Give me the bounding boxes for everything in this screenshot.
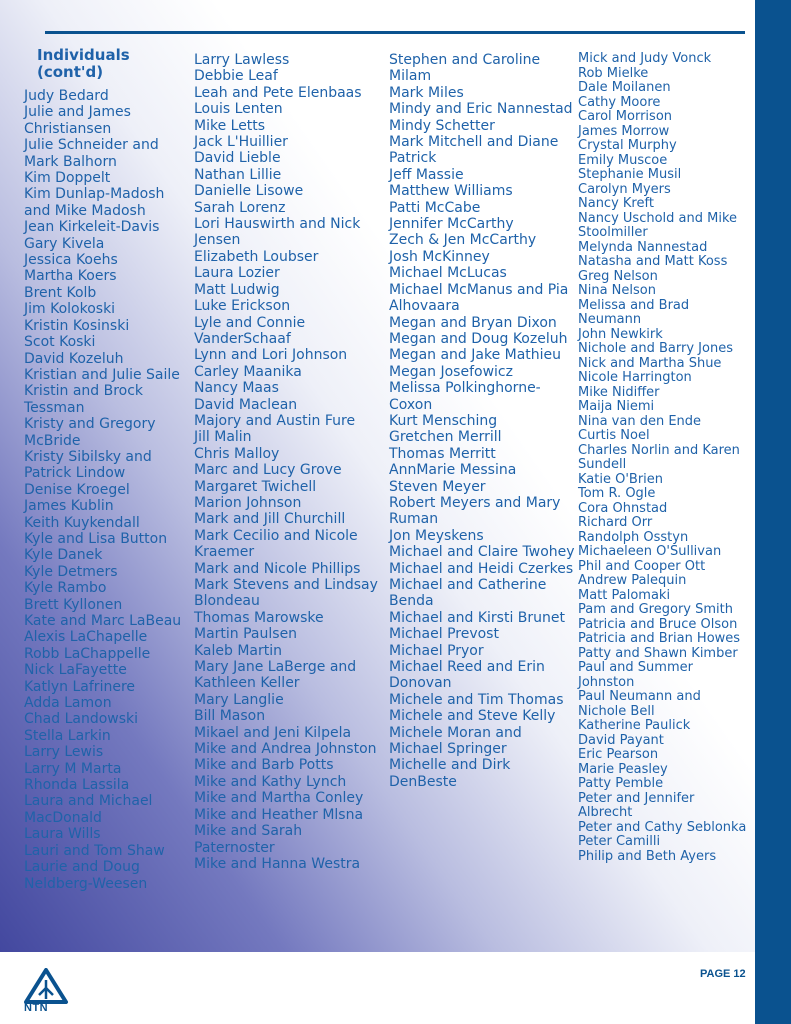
- donor-name: Katlyn Lafrinere: [24, 678, 136, 695]
- donor-name: Martin Paulsen: [194, 626, 298, 643]
- donor-name: Adda Lamon: [24, 695, 112, 712]
- donor-name: Jean Kirkeleit-Davis: [24, 219, 160, 236]
- donor-name: Mike Nidiffer: [578, 384, 660, 400]
- donor-name: Jill Malin: [194, 429, 252, 446]
- donor-name: Mike and Andrea Johnston: [194, 741, 377, 758]
- donor-name: Matt Palomaki: [578, 587, 671, 603]
- donor-name: Kristy Sibilsky and Patrick Lindow: [24, 448, 152, 482]
- donor-name: Margaret Twichell: [194, 478, 317, 495]
- donor-name: Charles Norlin and Karen Sundell: [578, 442, 740, 472]
- donor-name: Nancy Kreft: [578, 196, 654, 211]
- donor-name: Peter and Cathy Seblonka: [578, 819, 747, 835]
- donor-name: Jack L'Huillier: [194, 134, 288, 151]
- donor-name: Melissa and Brad Neumann: [578, 297, 690, 327]
- donor-name: Jessica Koehs: [24, 252, 118, 269]
- donor-name: Thomas Marowske: [194, 609, 324, 626]
- donor-name: Eric Pearson: [578, 747, 659, 762]
- donor-name: Mike and Heather Mlsna: [194, 806, 364, 823]
- donor-name: Kaleb Martin: [194, 642, 283, 659]
- donor-name: Martha Koers: [24, 268, 117, 285]
- donor-name: Stephanie Musil: [578, 167, 682, 182]
- donor-name: Denise Kroegel: [24, 481, 130, 498]
- donor-name: Steven Meyer: [389, 478, 486, 495]
- donor-name: Mark and Jill Churchill: [194, 511, 346, 528]
- donor-name: Chad Landowski: [24, 711, 139, 728]
- donor-name: Katie O'Brien: [578, 471, 664, 487]
- donor-name: Debbie Leaf: [194, 68, 278, 85]
- donor-name: Mike and Martha Conley: [194, 790, 364, 807]
- donor-name: James Kublin: [24, 498, 114, 515]
- donor-name: Nick LaFayette: [24, 662, 127, 679]
- donor-name: Larry M Marta: [24, 760, 122, 777]
- donor-name: Josh McKinney: [389, 248, 490, 265]
- names-column-3: [389, 52, 575, 790]
- donor-name: Mike and Hanna Westra: [194, 855, 361, 872]
- donor-name: Rob Mielke: [578, 65, 649, 81]
- page-number: PAGE 12: [700, 968, 746, 980]
- donor-name: Peter Camilli: [578, 834, 661, 849]
- donor-name: Chris Malloy: [194, 445, 280, 462]
- donor-name: Nick and Martha Shue: [578, 355, 722, 371]
- donor-name: Richard Orr: [578, 515, 653, 530]
- donor-name: AnnMarie Messina: [389, 462, 517, 479]
- donor-name: Mindy and Eric Nannestad: [389, 101, 573, 118]
- donor-name: Kristin and Brock Tessman: [24, 383, 144, 416]
- donor-name: Andrew Palequin: [578, 573, 687, 588]
- donor-name: Jennifer McCarthy: [389, 216, 514, 233]
- donor-name: Mike and Kathy Lynch: [194, 773, 347, 790]
- donor-name: Mark Cecilio and Nicole Kraemer: [194, 527, 358, 561]
- donor-name: Lynn and Lori Johnson: [194, 347, 348, 364]
- donor-name: David Payant: [578, 732, 664, 748]
- donor-name: Brent Kolb: [24, 284, 97, 301]
- donor-name: Marc and Lucy Grove: [194, 462, 342, 479]
- donor-name: Michael Pryor: [389, 642, 484, 659]
- donor-name: Patty and Shawn Kimber: [578, 645, 738, 661]
- donor-name: Jon Meyskens: [389, 527, 484, 544]
- donor-name: Mark Mitchell and Diane Patrick: [389, 134, 559, 167]
- donor-name: Tom R. Ogle: [578, 486, 656, 501]
- donor-name: Patti McCabe: [389, 199, 481, 216]
- donor-name: Marie Peasley: [578, 761, 668, 777]
- donor-name: Leah and Pete Elenbaas: [194, 84, 362, 101]
- donor-name: Laura and Michael MacDonald: [24, 793, 153, 826]
- donor-name: Nancy Uschold and Mike Stoolmiller: [578, 210, 738, 240]
- donor-name: Nichole and Barry Jones: [578, 341, 733, 356]
- donor-name: Melynda Nannestad: [578, 239, 708, 255]
- donor-name: Lori Hauswirth and Nick Jensen: [194, 216, 361, 249]
- donor-name: Judy Bedard: [24, 88, 109, 104]
- donor-name: Elizabeth Loubser: [194, 248, 319, 265]
- donor-name: Gary Kivela: [24, 235, 105, 252]
- donor-name: Peter and Jennifer Albrecht: [578, 790, 695, 820]
- donor-name: Mark Stevens and Lindsay Blondeau: [194, 577, 378, 610]
- donor-name: Michelle and Dirk DenBeste: [389, 757, 511, 790]
- names-column-1: [24, 88, 192, 892]
- donor-name: Mary Jane LaBerge and Kathleen Keller: [194, 659, 357, 692]
- donor-name: Mike Letts: [194, 117, 266, 134]
- donor-name: Nancy Maas: [194, 380, 279, 397]
- donor-name: Laurie and Doug Neldberg-Weesen: [24, 859, 148, 892]
- donor-name: Curtis Noel: [578, 428, 650, 443]
- donor-name: Mary Langlie: [194, 691, 284, 708]
- donor-name: Zech & Jen McCarthy: [389, 232, 537, 249]
- donor-name: Lauri and Tom Shaw: [24, 842, 165, 859]
- donor-name: Majory and Austin Fure: [194, 412, 356, 429]
- donor-name: Michele and Tim Thomas: [389, 691, 564, 708]
- donor-name: Greg Nelson: [578, 268, 658, 284]
- donor-name: Michele Moran and Michael Springer: [389, 724, 522, 758]
- donor-name: Stella Larkin: [24, 727, 111, 744]
- donor-name: Michael Prevost: [389, 626, 499, 643]
- donor-name: Michael and Catherine Benda: [389, 577, 547, 610]
- donor-name: Natasha and Matt Koss: [578, 254, 728, 269]
- donor-name: Michael and Kirsti Brunet: [389, 609, 566, 626]
- donor-name: Keith Kuykendall: [24, 514, 140, 531]
- donor-name: Carolyn Myers: [578, 181, 671, 197]
- donor-name: Patricia and Bruce Olson: [578, 616, 738, 632]
- donor-name: Melissa Polkinghorne-Coxon: [389, 380, 541, 413]
- donor-name: Michael McManus and Pia Alhovaara: [389, 281, 569, 315]
- donor-name: Michele and Steve Kelly: [389, 708, 556, 725]
- donor-name: Pam and Gregory Smith: [578, 602, 733, 617]
- donor-name: Julie Schneider and Mark Balhorn: [24, 137, 159, 170]
- donor-name: Randolph Osstyn: [578, 529, 689, 545]
- names-column-2: [194, 52, 384, 872]
- donor-name: Mark Miles: [389, 84, 464, 101]
- donor-name: Brett Kyllonen: [24, 596, 123, 613]
- donor-name: Jim Kolokoski: [24, 301, 116, 318]
- donor-name: Louis Lenten: [194, 101, 283, 118]
- donor-name: Philip and Beth Ayers: [578, 848, 717, 864]
- donor-name: Michael and Claire Twohey: [389, 544, 575, 561]
- donor-name: Carol Morrison: [578, 109, 673, 124]
- donor-name: David Kozeluh: [24, 350, 124, 367]
- donor-name: Megan and Bryan Dixon: [389, 314, 557, 331]
- donor-name: Matthew Williams: [389, 183, 513, 200]
- donor-name: Larry Lewis: [24, 744, 104, 761]
- right-edge-bar: [755, 0, 791, 1024]
- donor-name: Michael Reed and Erin Donovan: [389, 659, 545, 692]
- donor-name: Robb LaChappelle: [24, 645, 151, 662]
- donor-name: Kristy and Gregory McBride: [24, 416, 156, 449]
- donor-name: Marion Johnson: [194, 494, 302, 511]
- donor-name: Stephen and Caroline Milam: [389, 52, 541, 85]
- donor-name: Phil and Cooper Ott: [578, 558, 706, 574]
- donor-name: John Newkirk: [578, 326, 663, 342]
- donor-name: Luke Erickson: [194, 298, 291, 315]
- donor-name: Kate and Marc LaBeau: [24, 613, 182, 629]
- donor-name: Paul Neumann and Nichole Bell: [578, 689, 701, 719]
- donor-name: Michaeleen O'Sullivan: [578, 544, 722, 559]
- donor-name: Nicole Harrington: [578, 370, 692, 385]
- donor-name: Patricia and Brian Howes: [578, 631, 741, 646]
- donor-name: Nina Nelson: [578, 283, 656, 298]
- donor-name: Nina van den Ende: [578, 413, 702, 429]
- donor-name: Megan and Doug Kozeluh: [389, 330, 568, 347]
- donor-name: Paul and Summer Johnston: [578, 660, 693, 690]
- donor-name: Kristin Kosinski: [24, 317, 130, 334]
- donor-name: Mindy Schetter: [389, 117, 495, 134]
- donor-name: James Morrow: [578, 123, 670, 139]
- donor-name: Cathy Moore: [578, 94, 661, 110]
- donor-name: Maija Niemi: [578, 399, 655, 414]
- section-heading: Individuals (cont'd): [37, 46, 130, 81]
- donor-name: Cora Ohnstad: [578, 500, 668, 516]
- donor-name: Carley Maanika: [194, 363, 302, 380]
- donor-name: Kyle Rambo: [24, 580, 107, 597]
- donor-name: Mikael and Jeni Kilpela: [194, 724, 352, 741]
- donor-name: Rhonda Lassila: [24, 777, 130, 794]
- donor-name: Katherine Paulick: [578, 718, 691, 733]
- donor-name: David Maclean: [194, 396, 298, 413]
- donor-name: Mick and Judy Vonck: [578, 51, 712, 66]
- donor-name: Michael McLucas: [389, 265, 507, 282]
- donor-name: Kyle Detmers: [24, 563, 118, 580]
- donor-name: Sarah Lorenz: [194, 199, 286, 216]
- donor-name: Julie and James Christiansen: [24, 104, 131, 137]
- donor-name: Dale Moilanen: [578, 80, 671, 95]
- donor-name: Matt Ludwig: [194, 281, 280, 298]
- donor-name: Michael and Heidi Czerkes: [389, 560, 574, 577]
- donor-name: Megan Josefowicz: [389, 363, 513, 380]
- top-divider: [45, 31, 745, 34]
- donor-name: David Lieble: [194, 150, 281, 167]
- donor-name: Crystal Murphy: [578, 138, 677, 153]
- donor-name: Kim Doppelt: [24, 170, 111, 187]
- donor-name: Scot Koski: [24, 334, 96, 351]
- logo-wordmark: NTN: [24, 1002, 49, 1014]
- donor-name: Thomas Merritt: [389, 445, 496, 462]
- donor-name: Mike and Sarah Paternoster: [194, 823, 303, 856]
- donor-name: Alexis LaChapelle: [24, 629, 148, 646]
- donor-name: Jeff Massie: [389, 166, 464, 183]
- names-column-4: [578, 52, 750, 864]
- donor-name: Gretchen Merrill: [389, 429, 502, 446]
- donor-name: Larry Lawless: [194, 52, 290, 68]
- donor-name: Robert Meyers and Mary Ruman: [389, 494, 561, 528]
- donor-name: Lyle and Connie VanderSchaaf: [194, 314, 306, 347]
- donor-name: Mark and Nicole Phillips: [194, 560, 361, 577]
- donor-name: Kim Dunlap-Madosh and Mike Madosh: [24, 186, 165, 219]
- donor-name: Megan and Jake Mathieu: [389, 347, 562, 364]
- donor-name: Kristian and Julie Saile: [24, 366, 180, 383]
- donor-name: Patty Pemble: [578, 776, 664, 791]
- donor-name: Laura Wills: [24, 826, 101, 843]
- donor-name: Kyle Danek: [24, 547, 103, 564]
- donor-name: Nathan Lillie: [194, 166, 282, 183]
- donor-name: Laura Lozier: [194, 265, 280, 282]
- donor-name: Kyle and Lisa Button: [24, 530, 168, 547]
- donor-name: Emily Muscoe: [578, 152, 668, 168]
- donor-name: Danielle Lisowe: [194, 183, 304, 200]
- donor-name: Kurt Mensching: [389, 412, 498, 429]
- donor-name: Mike and Barb Potts: [194, 757, 334, 774]
- donor-name: Bill Mason: [194, 708, 266, 725]
